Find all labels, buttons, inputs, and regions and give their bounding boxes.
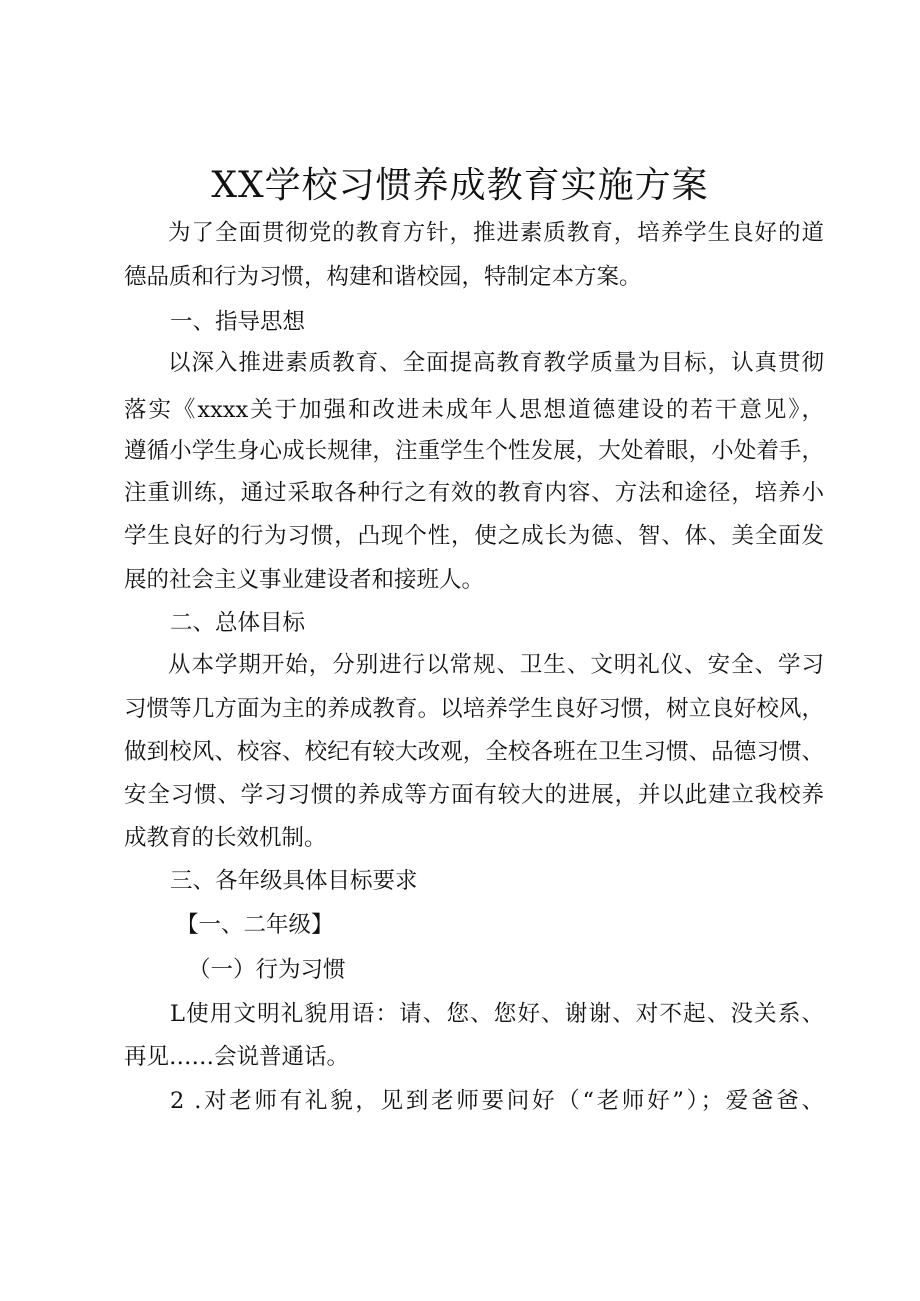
paragraph-line: 从本学期开始，分别进行以常规、卫生、文明礼仪、安全、学习: [168, 652, 824, 678]
paragraph-line: 以深入推进素质教育、全面提高教育教学质量为目标，认真贯彻: [168, 350, 824, 376]
subheading-behavior-habits: （一）行为习惯: [188, 957, 346, 983]
paragraph-line: 习惯等几方面为主的养成教育。以培养学生良好习惯，树立良好校风，: [124, 696, 824, 722]
paragraph-line: 学生良好的行为习惯，凸现个性，使之成长为德、智、体、美全面发: [124, 523, 824, 549]
section-heading-guiding-thought: 一、指导思想: [170, 309, 306, 335]
paragraph-line: 德品质和行为习惯，构建和谐校园，特制定本方案。: [124, 264, 642, 290]
subheading-grade-1-2: 【一、二年级】: [176, 912, 334, 938]
paragraph-line: 安全习惯、学习习惯的养成等方面有较大的进展，并以此建立我校养: [124, 782, 824, 808]
paragraph-line: 落实《xxxx关于加强和改进未成年人思想道德建设的若干意见》，: [124, 397, 824, 423]
paragraph-line: 为了全面贯彻党的教育方针，推进素质教育，培养学生良好的道: [168, 220, 824, 246]
document-title: XX学校习惯养成教育实施方案: [211, 165, 709, 206]
list-item-line: L使用文明礼貌用语：请、您、您好、谢谢、对不起、没关系、: [170, 1001, 824, 1027]
list-item-line: 再见……会说普通话。: [124, 1044, 350, 1070]
list-item-line: 2 .对老师有礼貌，见到老师要问好（“老师好”）；爱爸爸、: [170, 1088, 824, 1114]
paragraph-line: 展的社会主义事业建设者和接班人。: [124, 567, 485, 593]
paragraph-line: 做到校风、校容、校纪有较大改观，全校各班在卫生习惯、品德习惯、: [124, 739, 824, 765]
paragraph-line: 注重训练，通过采取各种行之有效的教育内容、方法和途径，培养小: [124, 480, 824, 506]
section-heading-overall-goal: 二、总体目标: [170, 610, 306, 636]
section-heading-grade-goals: 三、各年级具体目标要求: [170, 868, 418, 894]
paragraph-line: 成教育的长效机制。: [124, 825, 327, 851]
paragraph-line: 遵循小学生身心成长规律，注重学生个性发展，大处着眼，小处着手，: [124, 438, 824, 464]
